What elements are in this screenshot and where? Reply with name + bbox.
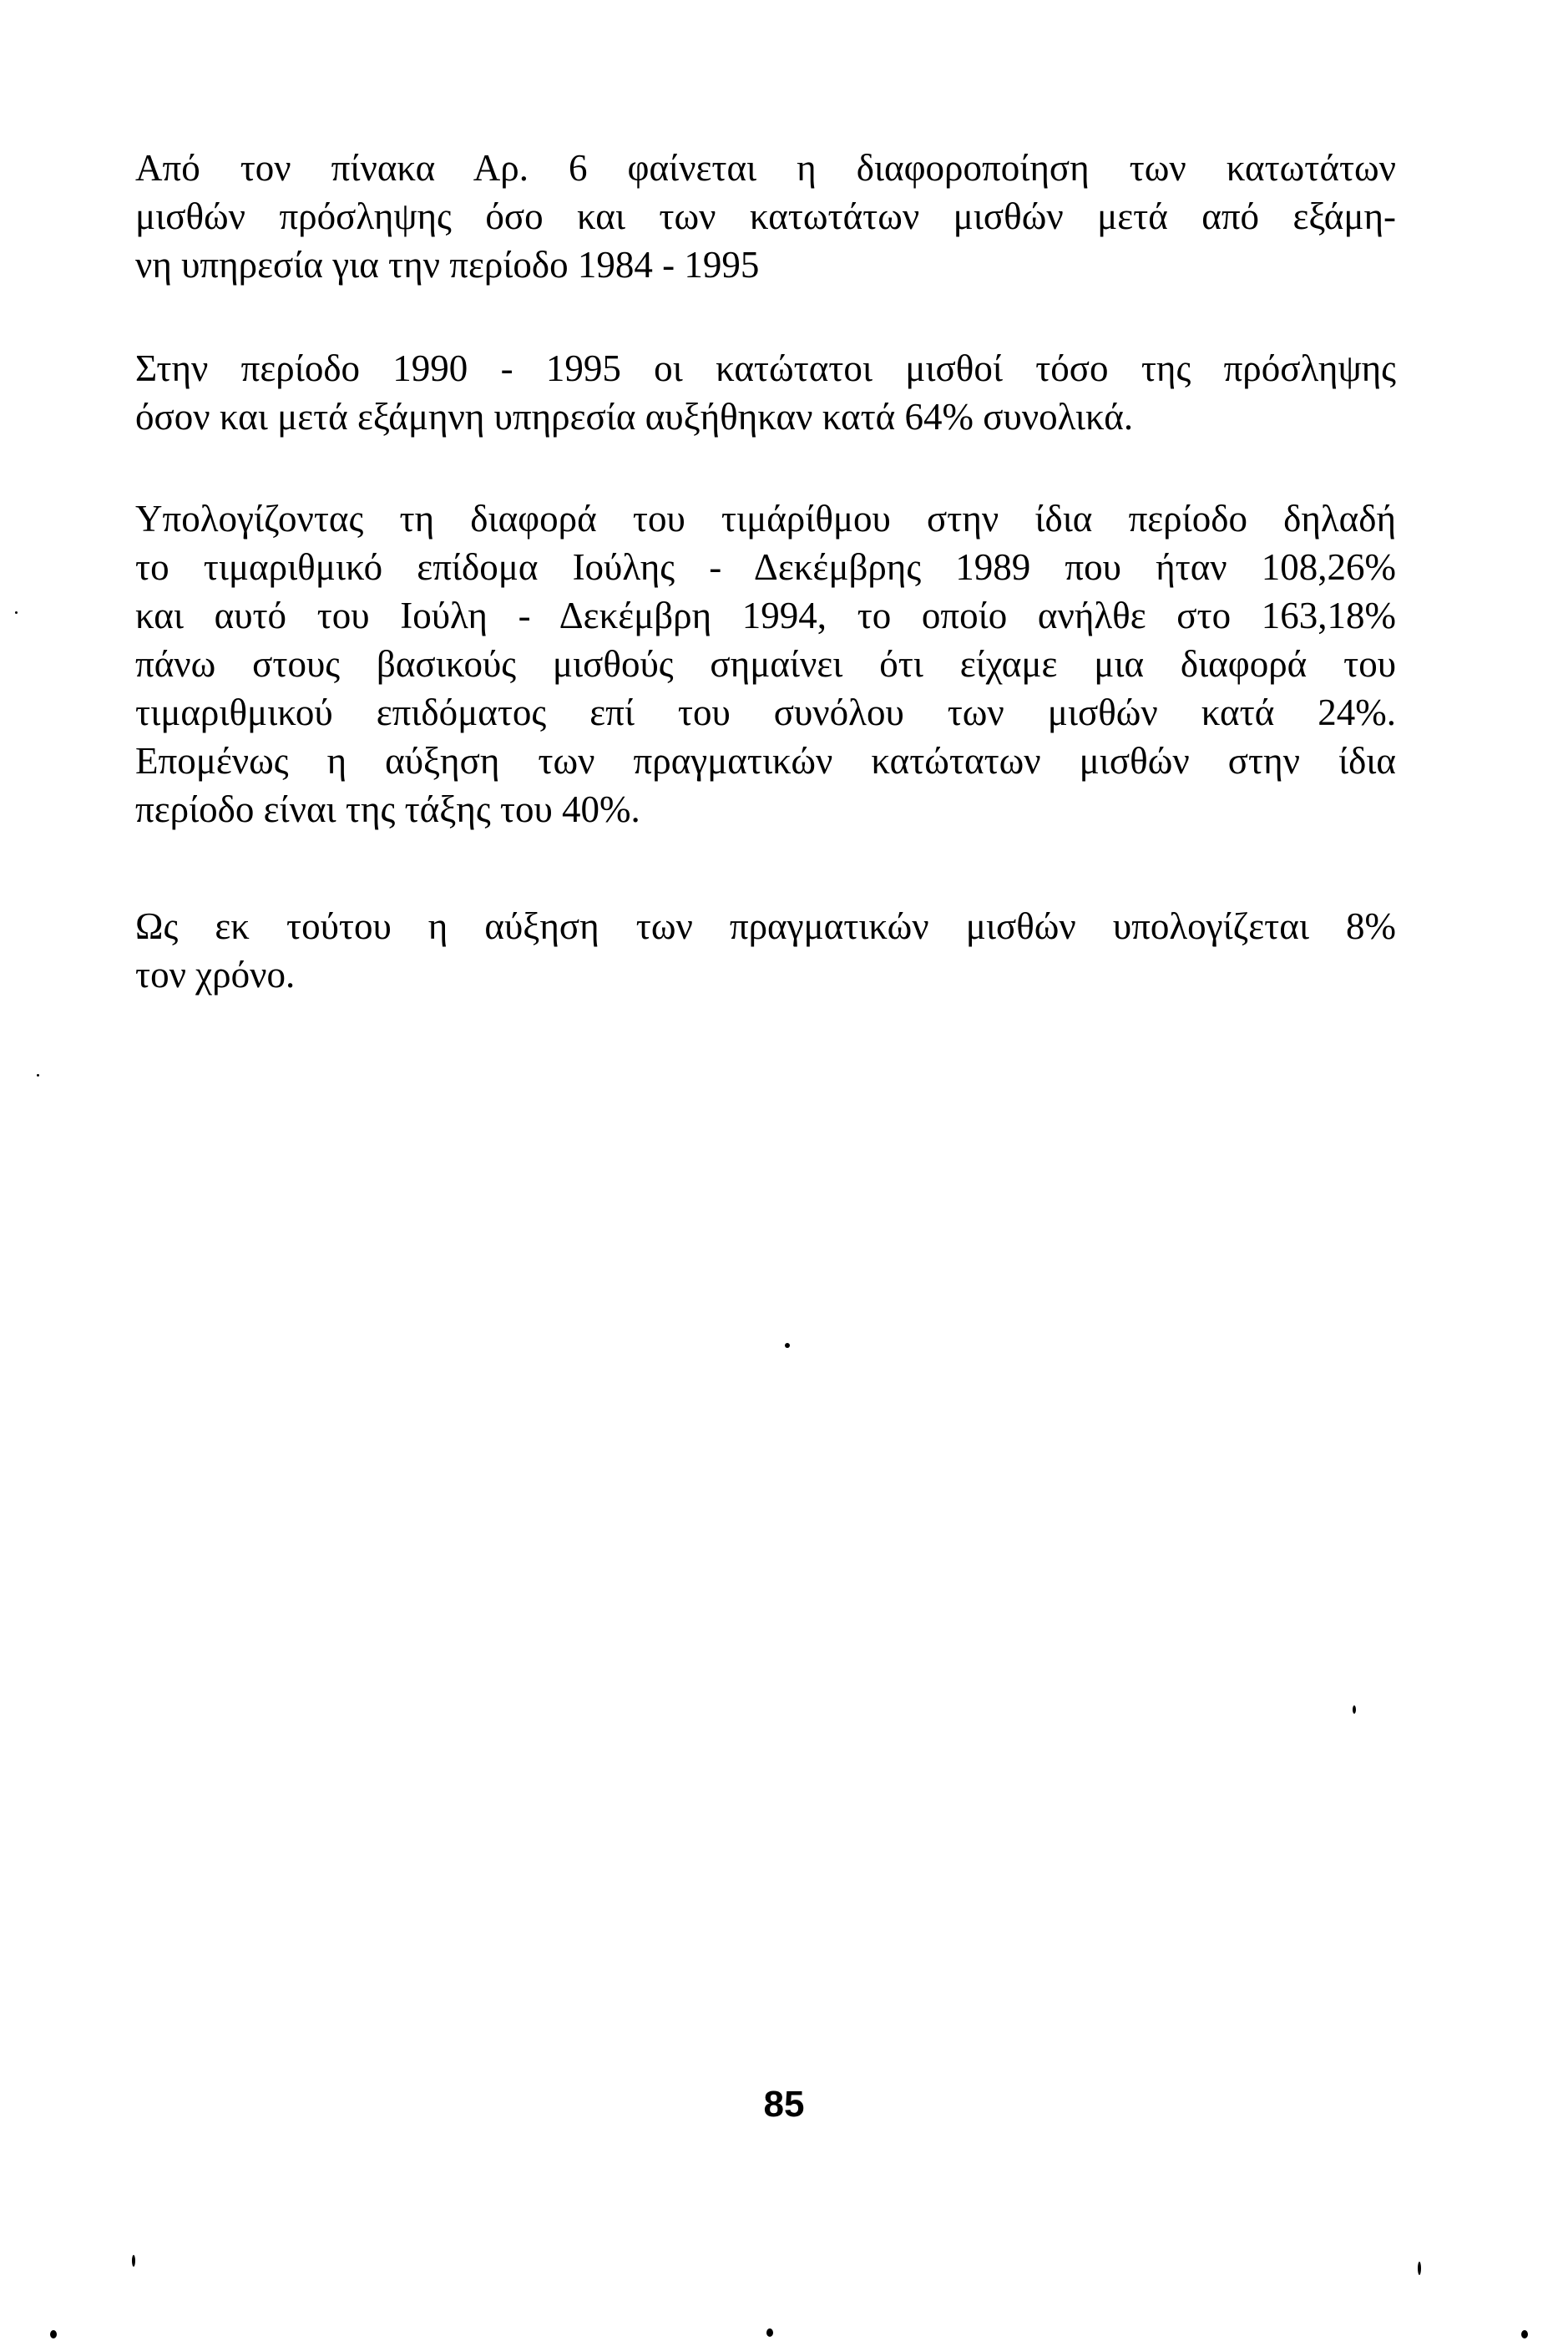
text-line: πάνω στους βασικούς μισθούς σημαίνει ότι είχαμε μια διαφορά του bbox=[135, 643, 1396, 685]
scan-speck bbox=[1521, 2330, 1528, 2338]
scan-speck bbox=[766, 2328, 773, 2337]
scan-speck bbox=[37, 1074, 39, 1077]
paragraph-conclusion bbox=[135, 902, 1396, 999]
paragraph-wage-differentiation bbox=[135, 144, 1396, 289]
scan-speck bbox=[1353, 1705, 1356, 1714]
paragraph-wage-increase bbox=[135, 344, 1396, 441]
text-line: Υπολογίζοντας τη διαφορά του τιμάρίθμου στην ίδια περίοδο δηλαδή bbox=[135, 498, 1396, 540]
paragraph-index-calculation bbox=[135, 494, 1396, 833]
scan-speck bbox=[15, 611, 18, 614]
text-line: νη υπηρεσία για την περίοδο 1984 - 1995 bbox=[135, 244, 760, 286]
text-line: το τιμαριθμικό επίδομα Ιούλης - Δεκέμβρης 1989 που ήταν 108,26% bbox=[135, 546, 1396, 588]
scan-speck bbox=[132, 2255, 135, 2267]
text-line: Από τον πίνακα Αρ. 6 φαίνεται η διαφοροποίηση των κατωτάτων bbox=[135, 147, 1396, 189]
text-line: τον χρόνο. bbox=[135, 954, 296, 996]
scan-speck bbox=[785, 1343, 790, 1348]
scan-speck bbox=[50, 2330, 57, 2338]
text-line: τιμαριθμικού επιδόματος επί του συνόλου των μισθών κατά 24%. bbox=[135, 692, 1396, 733]
text-line: όσον και μετά εξάμηνη υπηρεσία αυξήθηκαν κατά 64% συνολικά. bbox=[135, 396, 1134, 438]
scan-speck bbox=[1418, 2262, 1421, 2275]
text-line: Στην περίοδο 1990 - 1995 οι κατώτατοι μισθοί τόσο της πρόσληψης bbox=[135, 347, 1396, 389]
text-line: και αυτό του Ιούλη - Δεκέμβρη 1994, το οποίο ανήλθε στο 163,18% bbox=[135, 595, 1396, 636]
page-number: 85 bbox=[763, 2084, 805, 2125]
text-line: Ως εκ τούτου η αύξηση των πραγματικών μισθών υπολογίζεται 8% bbox=[135, 905, 1396, 947]
text-line: Επομένως η αύξηση των πραγματικών κατώτατων μισθών στην ίδια bbox=[135, 740, 1396, 782]
text-line: μισθών πρόσληψης όσο και των κατωτάτων μισθών μετά από εξάμη- bbox=[135, 195, 1396, 237]
text-line: περίοδο είναι της τάξης του 40%. bbox=[135, 788, 640, 830]
